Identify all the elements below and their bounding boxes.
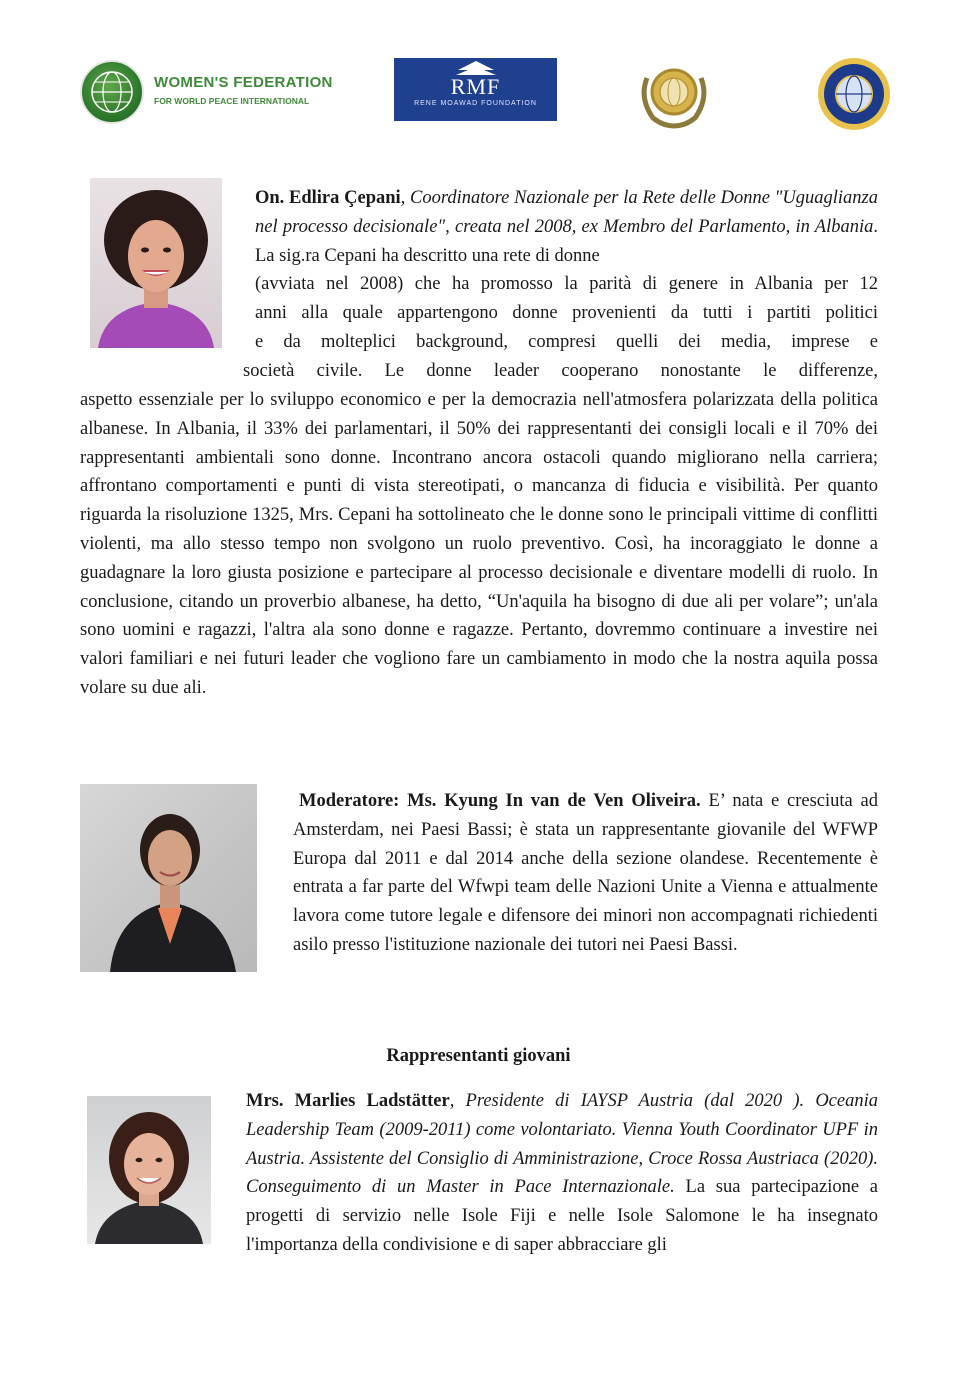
section1-line: anni alla quale appartengono donne provenienti da tutti i partiti politici xyxy=(255,303,878,323)
section1-line: società civile. Le donne leader cooperano nonostante le differenze, xyxy=(243,361,878,381)
youth-rep-bio: La sua partecipazione a progetti di servizio nelle Isole Fiji e nelle Isole Salomone le ha insegnato l'importanza della condivisione e di saper abbracciare gli xyxy=(246,1177,878,1255)
portrait-kyung-in-van-de-ven-oliveira xyxy=(80,784,257,972)
rmf-logo xyxy=(394,58,557,121)
moderator-name: Moderatore: Ms. Kyung In van de Ven Oliveira. xyxy=(299,791,701,811)
section2-text xyxy=(293,787,878,960)
wfwp-logo xyxy=(80,58,333,126)
speaker-name: On. Edlira Çepani xyxy=(255,188,401,208)
section-heading: Rappresentanti giovani xyxy=(386,1046,571,1066)
youth-rep-name: Mrs. Marlies Ladstätter xyxy=(246,1091,450,1111)
section1-line: e da molteplici background, compresi quelli dei media, imprese e xyxy=(255,332,878,352)
rmf-logo-subtitle: RENE MOAWAD FOUNDATION xyxy=(414,100,537,107)
globe-badge-logo xyxy=(816,56,892,132)
portrait-marlies-ladstatter xyxy=(87,1096,211,1244)
section3-text xyxy=(246,1087,878,1260)
rmf-logo-title: RMF xyxy=(450,74,501,99)
moderator-bio: E’ nata e cresciuta ad Amsterdam, nei Paesi Bassi; è stata un rappresentante giovanile del WFWP Europa dal 2011 e dal 2014 anche della sezione olandese. Recentemente è entrata a far parte del Wfwpi team delle Nazioni Unite a Vienna e attualmente lavora come tutore legale e difensore dei minori non accompagnati richiedenti asilo presso l'istituzione nazionale dei tutori nei Paesi Bassi. xyxy=(293,791,878,955)
section1-intro xyxy=(255,184,878,270)
portrait-edlira-cepani xyxy=(90,178,222,348)
wfwp-logo-title: WOMEN'S FEDERATION xyxy=(154,74,333,91)
section1-body: aspetto essenziale per lo sviluppo economico e per la democrazia nell'atmosfera polarizzata della politica albanese. In Albania, il 33% dei parlamentari, il 50% dei rappresentanti dei consigli locali e il 70% dei rappresentanti ambientali sono donne. Incontrano ancora ostacoli quando migliorano nella carriera; affrontano comportamenti e punti di vista stereotipati, o mancanza di fiducia e visibilità. Per quanto riguarda la risoluzione 1325, Mrs. Cepani ha sottolineato che le donne sono le principali vittime di conflitti violenti, ma allo stesso tempo non svolgono un ruolo preventivo. Così, ha incoraggiato le donne a guadagnare la loro giusta posizione e partecipare al processo decisionale e diventare modelli di ruolo. In conclusione, citando un proverbio albanese, ha detto, “Un'aquila ha bisogno di due ali per volare”; un'ala sono uomini e ragazzi, l'altra ala sono donne e ragazze. Pertanto, dovremmo continuare a investire nei valori familiari e nei futuri leader che vogliono fare un cambiamento in modo che la nostra aquila possa volare su due ali. xyxy=(80,390,878,698)
speaker-intro-text: . La sig.ra Cepani ha descritto una rete di donne xyxy=(255,216,878,266)
section1-line: (avviata nel 2008) che ha promosso la parità di genere in Albania per 12 xyxy=(255,274,878,294)
speaker-role: , Coordinatore Nazionale per la Rete delle Donne "Uguaglianza nel processo decisionale", creata nel 2008, ex Membro del Parlamento, in Albania xyxy=(255,188,878,237)
laurel-seal-logo xyxy=(633,58,715,130)
wfwp-logo-subtitle: FOR WORLD PEACE INTERNATIONAL xyxy=(154,96,310,106)
youth-rep-role: , Presidente di IAYSP Austria (dal 2020 ). Oceania Leadership Team (2009-2011) come volontariato. Vienna Youth Coordinator UPF in Austria. Assistente del Consiglio di Amministrazione, Croce Rossa Austriaca (2020). Conseguimento di un Master in Pace Internazionale. xyxy=(246,1091,878,1198)
globe-emblem-icon xyxy=(80,60,144,124)
